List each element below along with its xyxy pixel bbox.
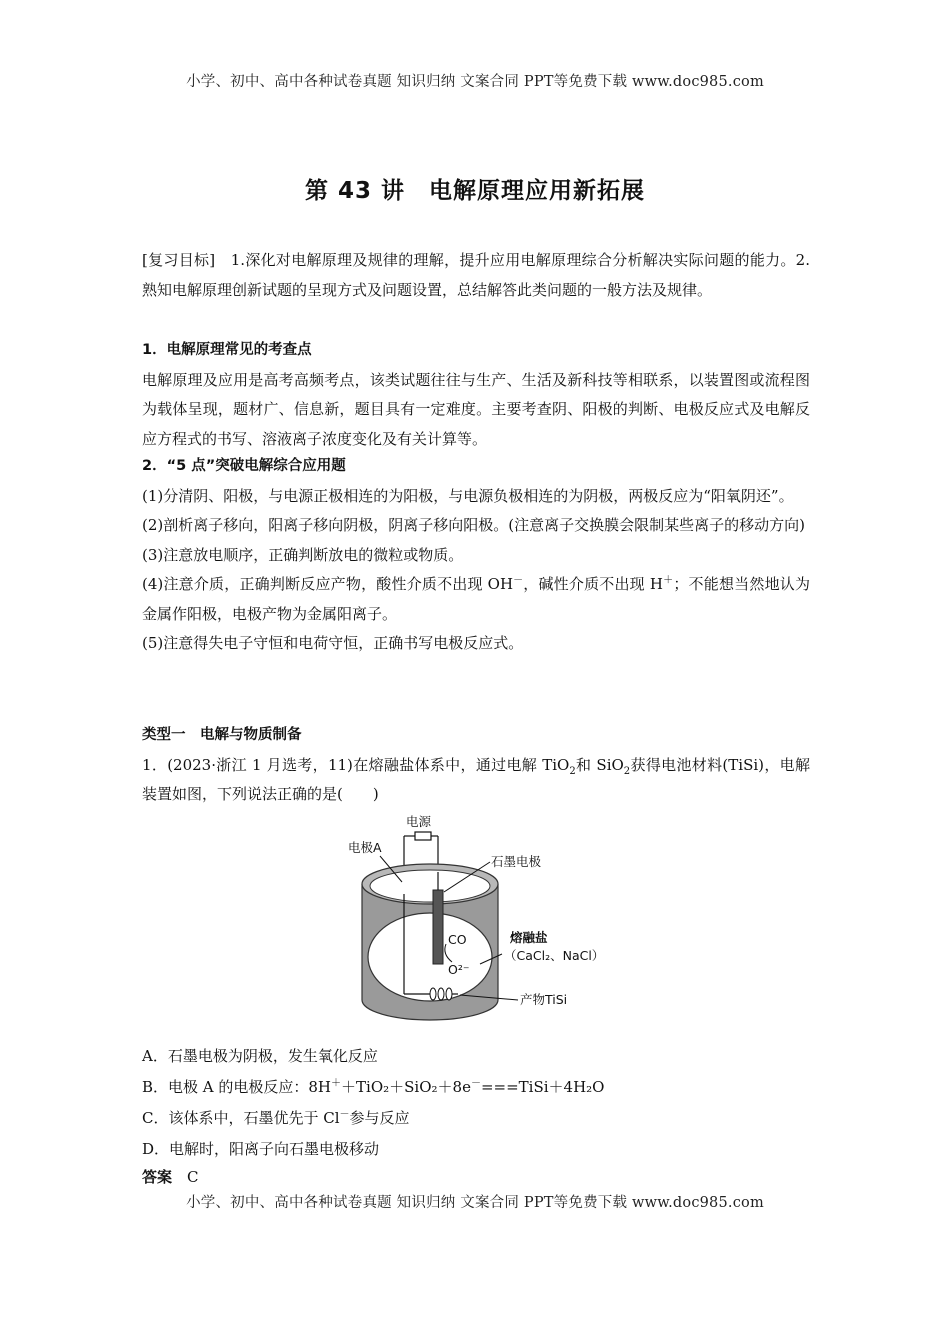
graphite-electrode (433, 890, 443, 964)
point-1: (1)分清阴、阳极，与电源正极相连的为阳极，与电源负极相连的为阴极，两极反应为“阳氧阴还”。 (142, 486, 794, 505)
option-c: C．该体系中，石墨优先于 Cl－参与反应 (142, 1109, 410, 1127)
section-1-heading: 1．电解原理常见的考查点 (142, 342, 312, 358)
type-heading: 类型一 电解与物质制备 (142, 727, 302, 743)
molten-salt-label: 熔融盐 (510, 930, 548, 945)
page-header: 小学、初中、高中各种试卷真题 知识归纳 文案合同 PPT等免费下载 www.doc985.com (186, 74, 764, 90)
review-objectives (142, 246, 810, 305)
power-source-icon (415, 832, 431, 840)
power-label: 电源 (406, 814, 432, 829)
question-block (142, 721, 810, 810)
section-1 (142, 336, 810, 454)
molten-salt-window (368, 913, 492, 1001)
point-3: (3)注意放电顺序，正确判断放电的微粒或物质。 (142, 545, 464, 564)
electrode-a-label: 电极A (348, 840, 382, 855)
graphite-label: 石墨电极 (491, 854, 542, 869)
cylinder-opening (370, 870, 490, 902)
page-title: 第 43 讲 电解原理应用新拓展 (304, 178, 646, 204)
point-2: (2)剖析离子移向，阳离子移向阴极，阴离子移向阳极。(注意离子交换膜会限制某些离子的移动方向) (142, 516, 805, 534)
question-stem: 1．(2023·浙江 1 月选考，11)在熔融盐体系中，通过电解 TiO$_2$和 SiO$_2$获得电池材料(TiSi)，电解装置如图，下列说法正确的是( ) (142, 755, 810, 803)
electrolysis-diagram (340, 812, 620, 1022)
review-label: [复习目标] (142, 251, 216, 269)
co-label: CO (448, 932, 467, 947)
options (142, 1041, 810, 1189)
product-label: 产物TiSi (520, 992, 568, 1007)
o2-ion-label: O²⁻ (448, 962, 470, 977)
section-1-text: 电解原理及应用是高考高频考点，该类试题往往与生产、生活及新科技等相联系，以装置图或流程图为载体呈现，题材广、信息新，题目具有一定难度。主要考查阴、阳极的判断、电极反应式及电解反应方程式的书写、溶液离子浓度变化及有关计算等。 (142, 370, 810, 448)
point-4: (4)注意介质，正确判断反应产物，酸性介质不出现 OH－，碱性介质不出现 H＋；不能想当然地认为金属作阳极，电极产物为金属阳离子。 (142, 575, 810, 623)
answer-line (142, 1165, 810, 1189)
section-2 (142, 452, 810, 659)
review-text: 1.深化对电解原理及规律的理解，提升应用电解原理综合分析解决实际问题的能力。2.熟知电解原理创新试题的呈现方式及问题设置，总结解答此类问题的一般方法及规律。 (142, 251, 810, 299)
page-footer: 小学、初中、高中各种试卷真题 知识归纳 文案合同 PPT等免费下载 www.doc985.com (186, 1195, 764, 1211)
point-5: (5)注意得失电子守恒和电荷守恒，正确书写电极反应式。 (142, 634, 524, 652)
option-d: D．电解时，阳离子向石墨电极移动 (142, 1140, 380, 1158)
answer-label: 答案 (142, 1168, 173, 1186)
option-b: B．电极 A 的电极反应：8H＋＋TiO₂＋SiO₂＋8e－===TiSi＋4H₂O (142, 1078, 605, 1096)
section-2-heading: 2．“5 点”突破电解综合应用题 (142, 458, 346, 474)
answer-value: C (187, 1168, 199, 1186)
option-a: A．石墨电极为阴极，发生氧化反应 (142, 1047, 378, 1065)
salt-formula-label: （CaCl₂、NaCl） (504, 948, 605, 963)
